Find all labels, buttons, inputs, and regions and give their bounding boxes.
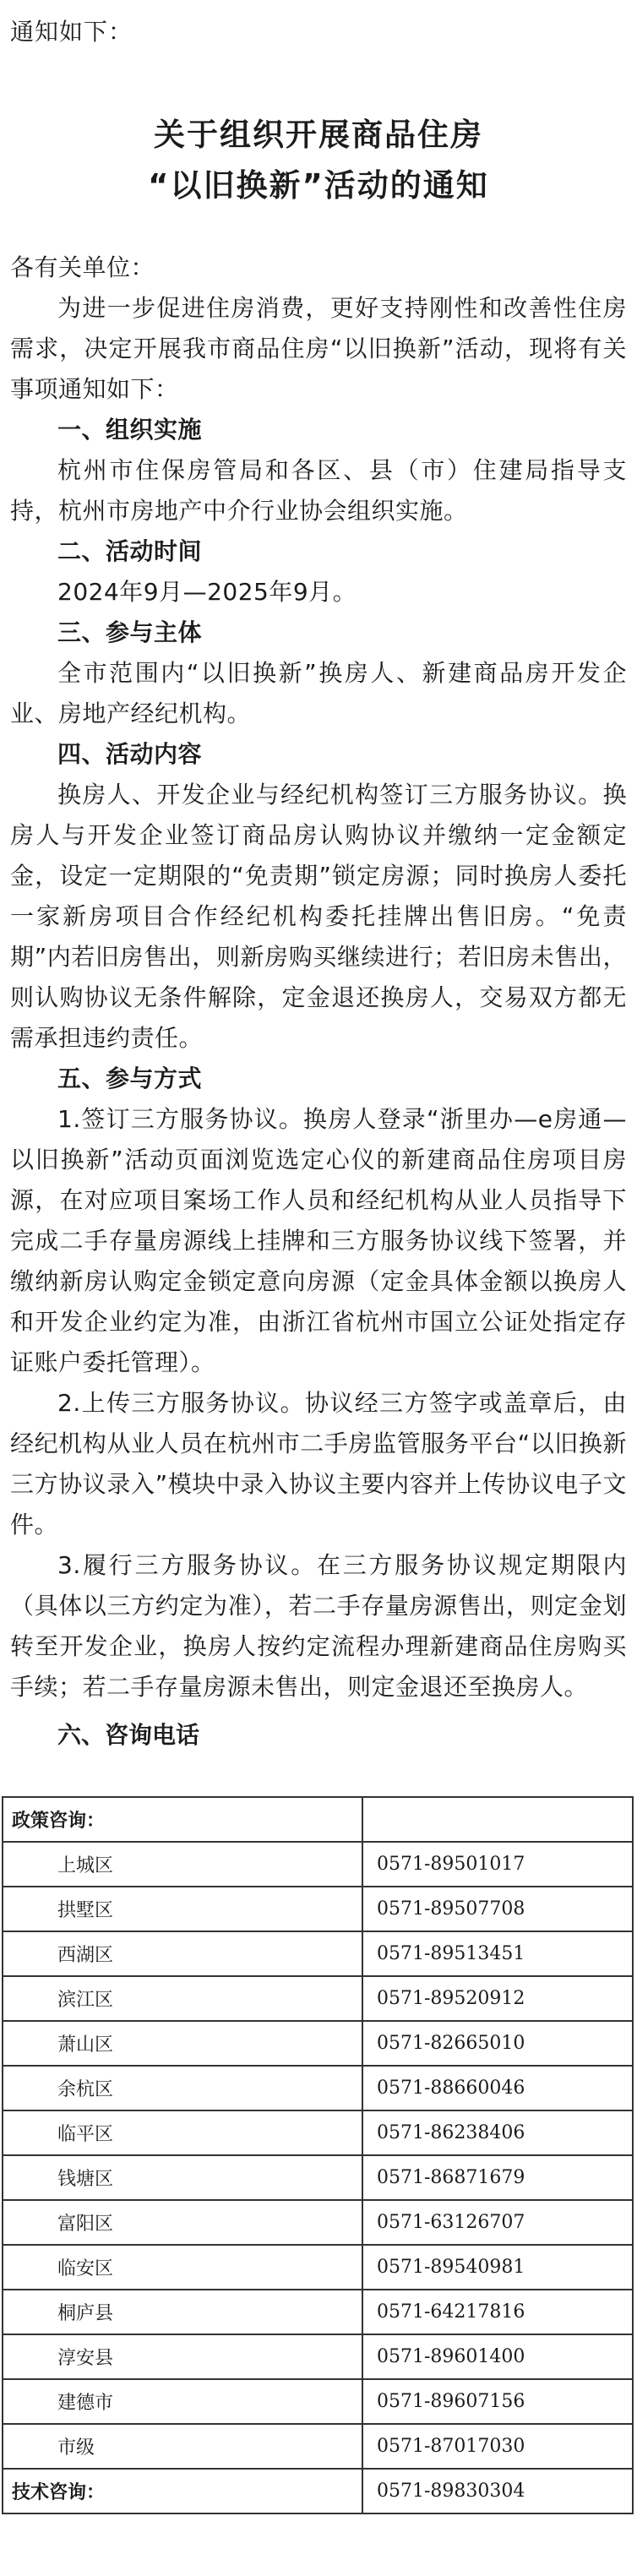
section-heading-1: 一、组织实施 (57, 416, 203, 444)
district-cell: 建德市 (3, 2379, 362, 2424)
phone-cell: 0571-89520912 (362, 1976, 633, 2021)
section-heading-2: 二、活动时间 (57, 537, 203, 565)
table-row (3, 2290, 633, 2334)
phone-cell: 0571-89507708 (362, 1887, 633, 1931)
participation-item-2: 2.上传三方服务协议。协议经三方签字或盖章后，由经纪机构从业人员在杭州市二手房监管服务平台“以旧换新三方协议录入”模块中录入协议主要内容并上传协议电子文件。 (10, 1389, 627, 1539)
table-row (3, 2245, 633, 2290)
table-row (3, 2110, 633, 2155)
section-heading-6: 六、咨询电话 (57, 1721, 200, 1749)
intro-paragraph: 为进一步促进住房消费，更好支持刚性和改善性住房需求，决定开展我市商品住房“以旧换新”活动，现将有关事项通知如下： (10, 294, 627, 403)
table-row (3, 2155, 633, 2200)
district-cell: 萧山区 (3, 2021, 362, 2066)
table-row (3, 1797, 633, 1842)
district-cell: 上城区 (3, 1842, 362, 1887)
consult-phone-table (2, 1796, 634, 2514)
table-row (3, 1842, 633, 1887)
section-text-4: 换房人、开发企业与经纪机构签订三方服务协议。换房人与开发企业签订商品房认购协议并缴纳一定金额定金，设定一定期限的“免责期”锁定房源；同时换房人委托一家新房项目合作经纪机构委托挂牌出售旧房。“免责期”内若旧房售出，则新房购买继续进行；若旧房未售出，则认购协议无条件解除，定金退还换房人，交易双方都无需承担违约责任。 (10, 781, 627, 1052)
table-row (3, 1887, 633, 1931)
phone-cell: 0571-64217816 (362, 2290, 633, 2334)
table-row (3, 2379, 633, 2424)
policy-consult-label: 政策咨询： (3, 1797, 362, 1842)
salutation: 各有关单位： (10, 253, 155, 281)
district-cell: 钱塘区 (3, 2155, 362, 2200)
empty-cell (362, 1797, 633, 1842)
tech-phone-cell: 0571-89830304 (362, 2469, 633, 2513)
table-row (3, 2021, 633, 2066)
district-cell: 余杭区 (3, 2066, 362, 2110)
district-cell: 临安区 (3, 2245, 362, 2290)
district-cell: 富阳区 (3, 2200, 362, 2245)
notice-title (0, 110, 637, 211)
phone-cell: 0571-89607156 (362, 2379, 633, 2424)
district-cell: 淳安县 (3, 2334, 362, 2379)
phone-cell: 0571-86871679 (362, 2155, 633, 2200)
phone-cell: 0571-89540981 (362, 2245, 633, 2290)
section-text-1: 杭州市住保房管局和各区、县（市）住建局指导支持，杭州市房地产中介行业协会组织实施。 (10, 456, 627, 525)
district-cell: 桐庐县 (3, 2290, 362, 2334)
header-label: 通知如下： (10, 18, 133, 46)
table-row (3, 1976, 633, 2021)
phone-cell: 0571-87017030 (362, 2424, 633, 2469)
district-cell: 滨江区 (3, 1976, 362, 2021)
table-row (3, 2066, 633, 2110)
section-heading-3: 三、参与主体 (57, 618, 203, 646)
section-heading-5: 五、参与方式 (57, 1065, 203, 1092)
phone-cell: 0571-82665010 (362, 2021, 633, 2066)
table-row (3, 2334, 633, 2379)
section-text-2: 2024年9月—2025年9月。 (57, 578, 357, 606)
title-line-2: “以旧换新”活动的通知 (148, 167, 489, 204)
district-cell: 市级 (3, 2424, 362, 2469)
phone-cell: 0571-86238406 (362, 2110, 633, 2155)
district-cell: 西湖区 (3, 1931, 362, 1976)
participation-item-3: 3.履行三方服务协议。在三方服务协议规定期限内（具体以三方约定为准），若二手存量房源售出，则定金划转至开发企业，换房人按约定流程办理新建商品住房购买手续；若二手存量房源未售出，则定金退还至换房人。 (10, 1551, 627, 1701)
table-row (3, 2469, 633, 2513)
table-row (3, 2200, 633, 2245)
phone-cell: 0571-89501017 (362, 1842, 633, 1887)
district-cell: 临平区 (3, 2110, 362, 2155)
participation-item-1: 1.签订三方服务协议。换房人登录“浙里办—e房通—以旧换新”活动页面浏览选定心仪的新建商品住房项目房源，在对应项目案场工作人员和经纪机构从业人员指导下完成二手存量房源线上挂牌和三方服务协议线下签署，并缴纳新房认购定金锁定意向房源（定金具体金额以换房人和开发企业约定为准，由浙江省杭州市国立公证处指定存证账户委托管理）。 (10, 1105, 627, 1376)
phone-cell: 0571-88660046 (362, 2066, 633, 2110)
tech-consult-label: 技术咨询： (3, 2469, 362, 2513)
section-text-3: 全市范围内“以旧换新”换房人、新建商品房开发企业、房地产经纪机构。 (10, 659, 627, 727)
district-cell: 拱墅区 (3, 1887, 362, 1931)
title-line-1: 关于组织开展商品住房 (154, 117, 483, 153)
table-row (3, 2424, 633, 2469)
phone-cell: 0571-63126707 (362, 2200, 633, 2245)
phone-cell: 0571-89601400 (362, 2334, 633, 2379)
table-row (3, 1931, 633, 1976)
phone-cell: 0571-89513451 (362, 1931, 633, 1976)
notice-body (10, 248, 627, 1707)
section-heading-4: 四、活动内容 (57, 740, 203, 768)
